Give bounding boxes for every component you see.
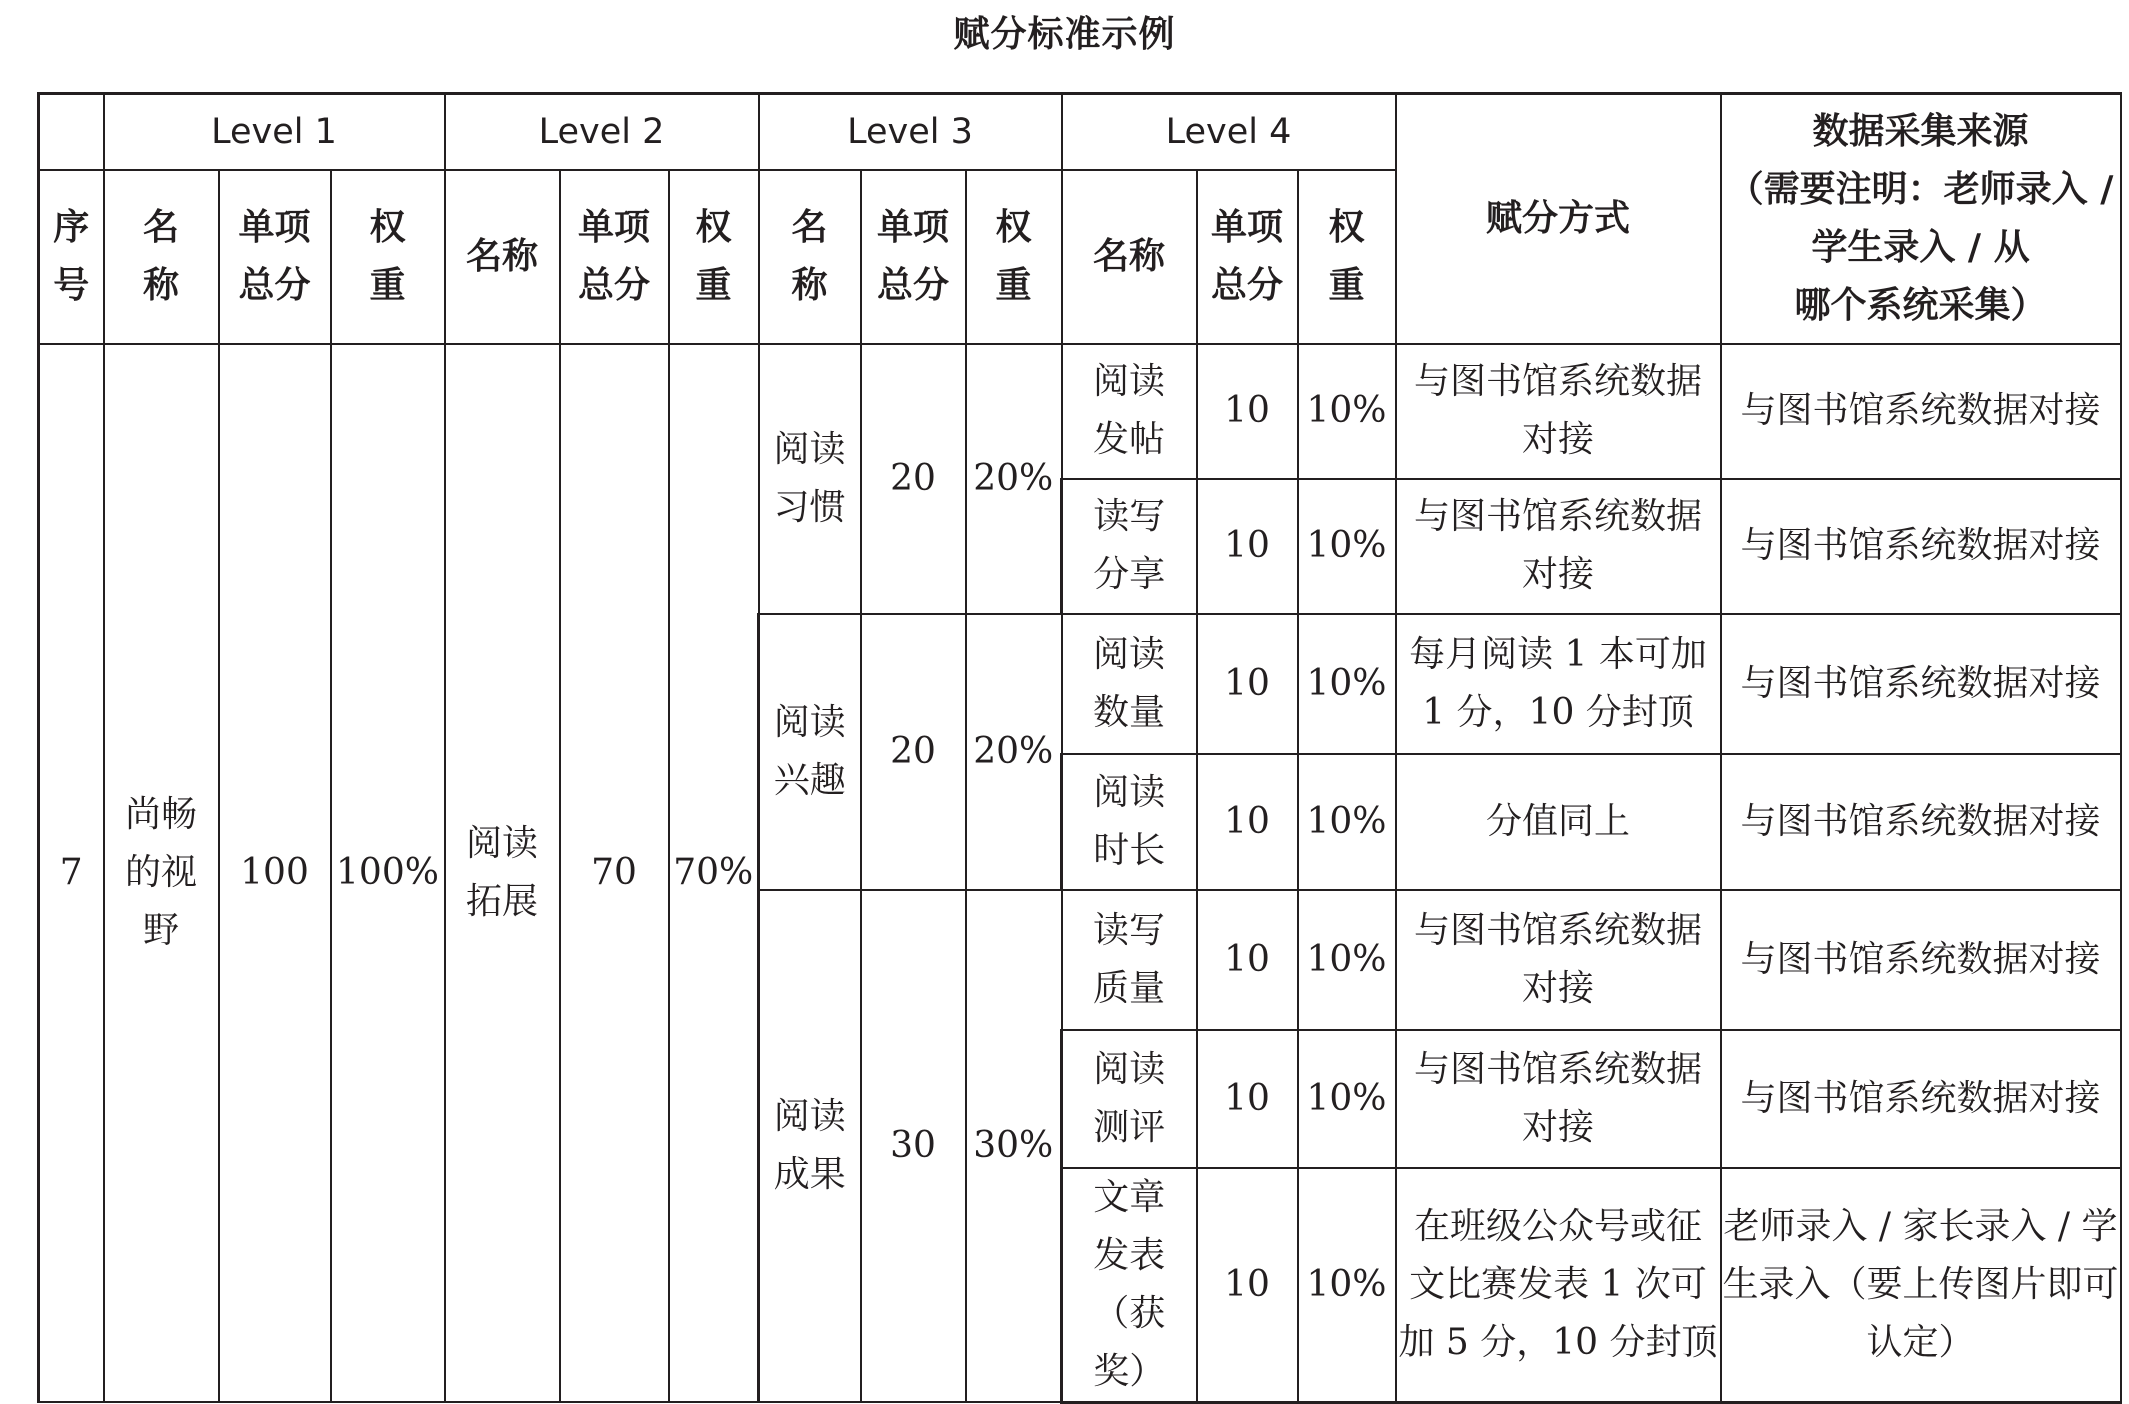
source-cell: 与图书馆系统数据对接 (1721, 614, 2121, 754)
l4-total-cell: 10 (1197, 1168, 1298, 1403)
l3-total-cell: 30 (861, 890, 966, 1403)
source-cell: 与图书馆系统数据对接 (1721, 479, 2121, 614)
l4-total-cell: 10 (1197, 614, 1298, 754)
l4-total-cell: 10 (1197, 890, 1298, 1030)
table-row (39, 344, 2121, 479)
header-corner-cell (39, 94, 104, 170)
l4-name-cell: 文章发表（获奖） (1062, 1168, 1197, 1403)
l3-name-cell: 阅读成果 (759, 890, 861, 1403)
l4-name-cell: 读写质量 (1062, 890, 1197, 1030)
l3-name-cell: 阅读兴趣 (759, 614, 861, 890)
method-cell: 每月阅读 1 本可加 1 分，10 分封顶 (1396, 614, 1721, 754)
header-l1-name: 名称 (104, 170, 219, 344)
l4-weight-cell: 10% (1298, 1168, 1396, 1403)
source-cell: 与图书馆系统数据对接 (1721, 1030, 2121, 1168)
header-level-1: Level 1 (104, 94, 445, 170)
header-l4-weight: 权重 (1298, 170, 1396, 344)
l3-total-cell: 20 (861, 614, 966, 890)
header-level-4: Level 4 (1062, 94, 1396, 170)
l4-weight-cell: 10% (1298, 1030, 1396, 1168)
l4-total-cell: 10 (1197, 344, 1298, 479)
source-cell: 老师录入 / 家长录入 / 学生录入（要上传图片即可认定） (1721, 1168, 2121, 1403)
l4-total-cell: 10 (1197, 754, 1298, 890)
header-scoring-method: 赋分方式 (1396, 94, 1721, 344)
header-l3-name: 名称 (759, 170, 861, 344)
header-data-source (1721, 94, 2121, 344)
l3-total-cell: 20 (861, 344, 966, 614)
header-l2-name: 名称 (445, 170, 560, 344)
header-l1-weight: 权重 (331, 170, 445, 344)
method-cell: 分值同上 (1396, 754, 1721, 890)
header-source-line-2: （需要注明：老师录入 / (1727, 168, 2114, 210)
method-cell: 与图书馆系统数据对接 (1396, 479, 1721, 614)
header-l4-name: 名称 (1062, 170, 1197, 344)
header-level-2: Level 2 (445, 94, 759, 170)
l1-total-cell: 100 (219, 344, 331, 1403)
l4-name-cell: 阅读发帖 (1062, 344, 1197, 479)
header-source-line-3: 学生录入 / 从 (1811, 226, 2030, 268)
l4-weight-cell: 10% (1298, 890, 1396, 1030)
l4-weight-cell: 10% (1298, 614, 1396, 754)
header-source-line-1: 数据采集来源 (1812, 110, 2029, 152)
source-cell: 与图书馆系统数据对接 (1721, 890, 2121, 1030)
l1-weight-cell: 100% (331, 344, 445, 1403)
l4-name-cell: 读写分享 (1062, 479, 1197, 614)
header-source-line-4: 哪个系统采集） (1794, 284, 2047, 326)
l1-name-cell: 尚畅的视野 (104, 344, 219, 1403)
l3-weight-cell: 20% (966, 344, 1062, 614)
source-cell: 与图书馆系统数据对接 (1721, 754, 2121, 890)
method-cell: 在班级公众号或征文比赛发表 1 次可加 5 分，10 分封顶 (1396, 1168, 1721, 1403)
l4-weight-cell: 10% (1298, 754, 1396, 890)
l4-name-cell: 阅读测评 (1062, 1030, 1197, 1168)
document-title: 赋分标准示例 (953, 14, 1176, 55)
header-l2-weight: 权重 (669, 170, 759, 344)
header-level-3: Level 3 (759, 94, 1062, 170)
l4-total-cell: 10 (1197, 479, 1298, 614)
l3-name-cell: 阅读习惯 (759, 344, 861, 614)
header-seq: 序号 (39, 170, 104, 344)
seq-cell: 7 (39, 344, 104, 1403)
method-cell: 与图书馆系统数据对接 (1396, 344, 1721, 479)
header-l3-weight: 权重 (966, 170, 1062, 344)
l4-weight-cell: 10% (1298, 479, 1396, 614)
l2-name-cell: 阅读拓展 (445, 344, 560, 1403)
method-cell: 与图书馆系统数据对接 (1396, 1030, 1721, 1168)
source-cell: 与图书馆系统数据对接 (1721, 344, 2121, 479)
header-l2-total: 单项总分 (560, 170, 669, 344)
l3-weight-cell: 30% (966, 890, 1062, 1403)
l4-name-cell: 阅读数量 (1062, 614, 1197, 754)
header-l3-total: 单项总分 (861, 170, 966, 344)
header-l4-total: 单项总分 (1197, 170, 1298, 344)
l4-name-cell: 阅读时长 (1062, 754, 1197, 890)
l2-weight-cell: 70% (669, 344, 759, 1403)
l2-total-cell: 70 (560, 344, 669, 1403)
l4-total-cell: 10 (1197, 1030, 1298, 1168)
header-l1-total: 单项总分 (219, 170, 331, 344)
method-cell: 与图书馆系统数据对接 (1396, 890, 1721, 1030)
l3-weight-cell: 20% (966, 614, 1062, 890)
header-row-levels (39, 94, 2121, 170)
scoring-standard-table (37, 92, 2122, 1404)
l4-weight-cell: 10% (1298, 344, 1396, 479)
